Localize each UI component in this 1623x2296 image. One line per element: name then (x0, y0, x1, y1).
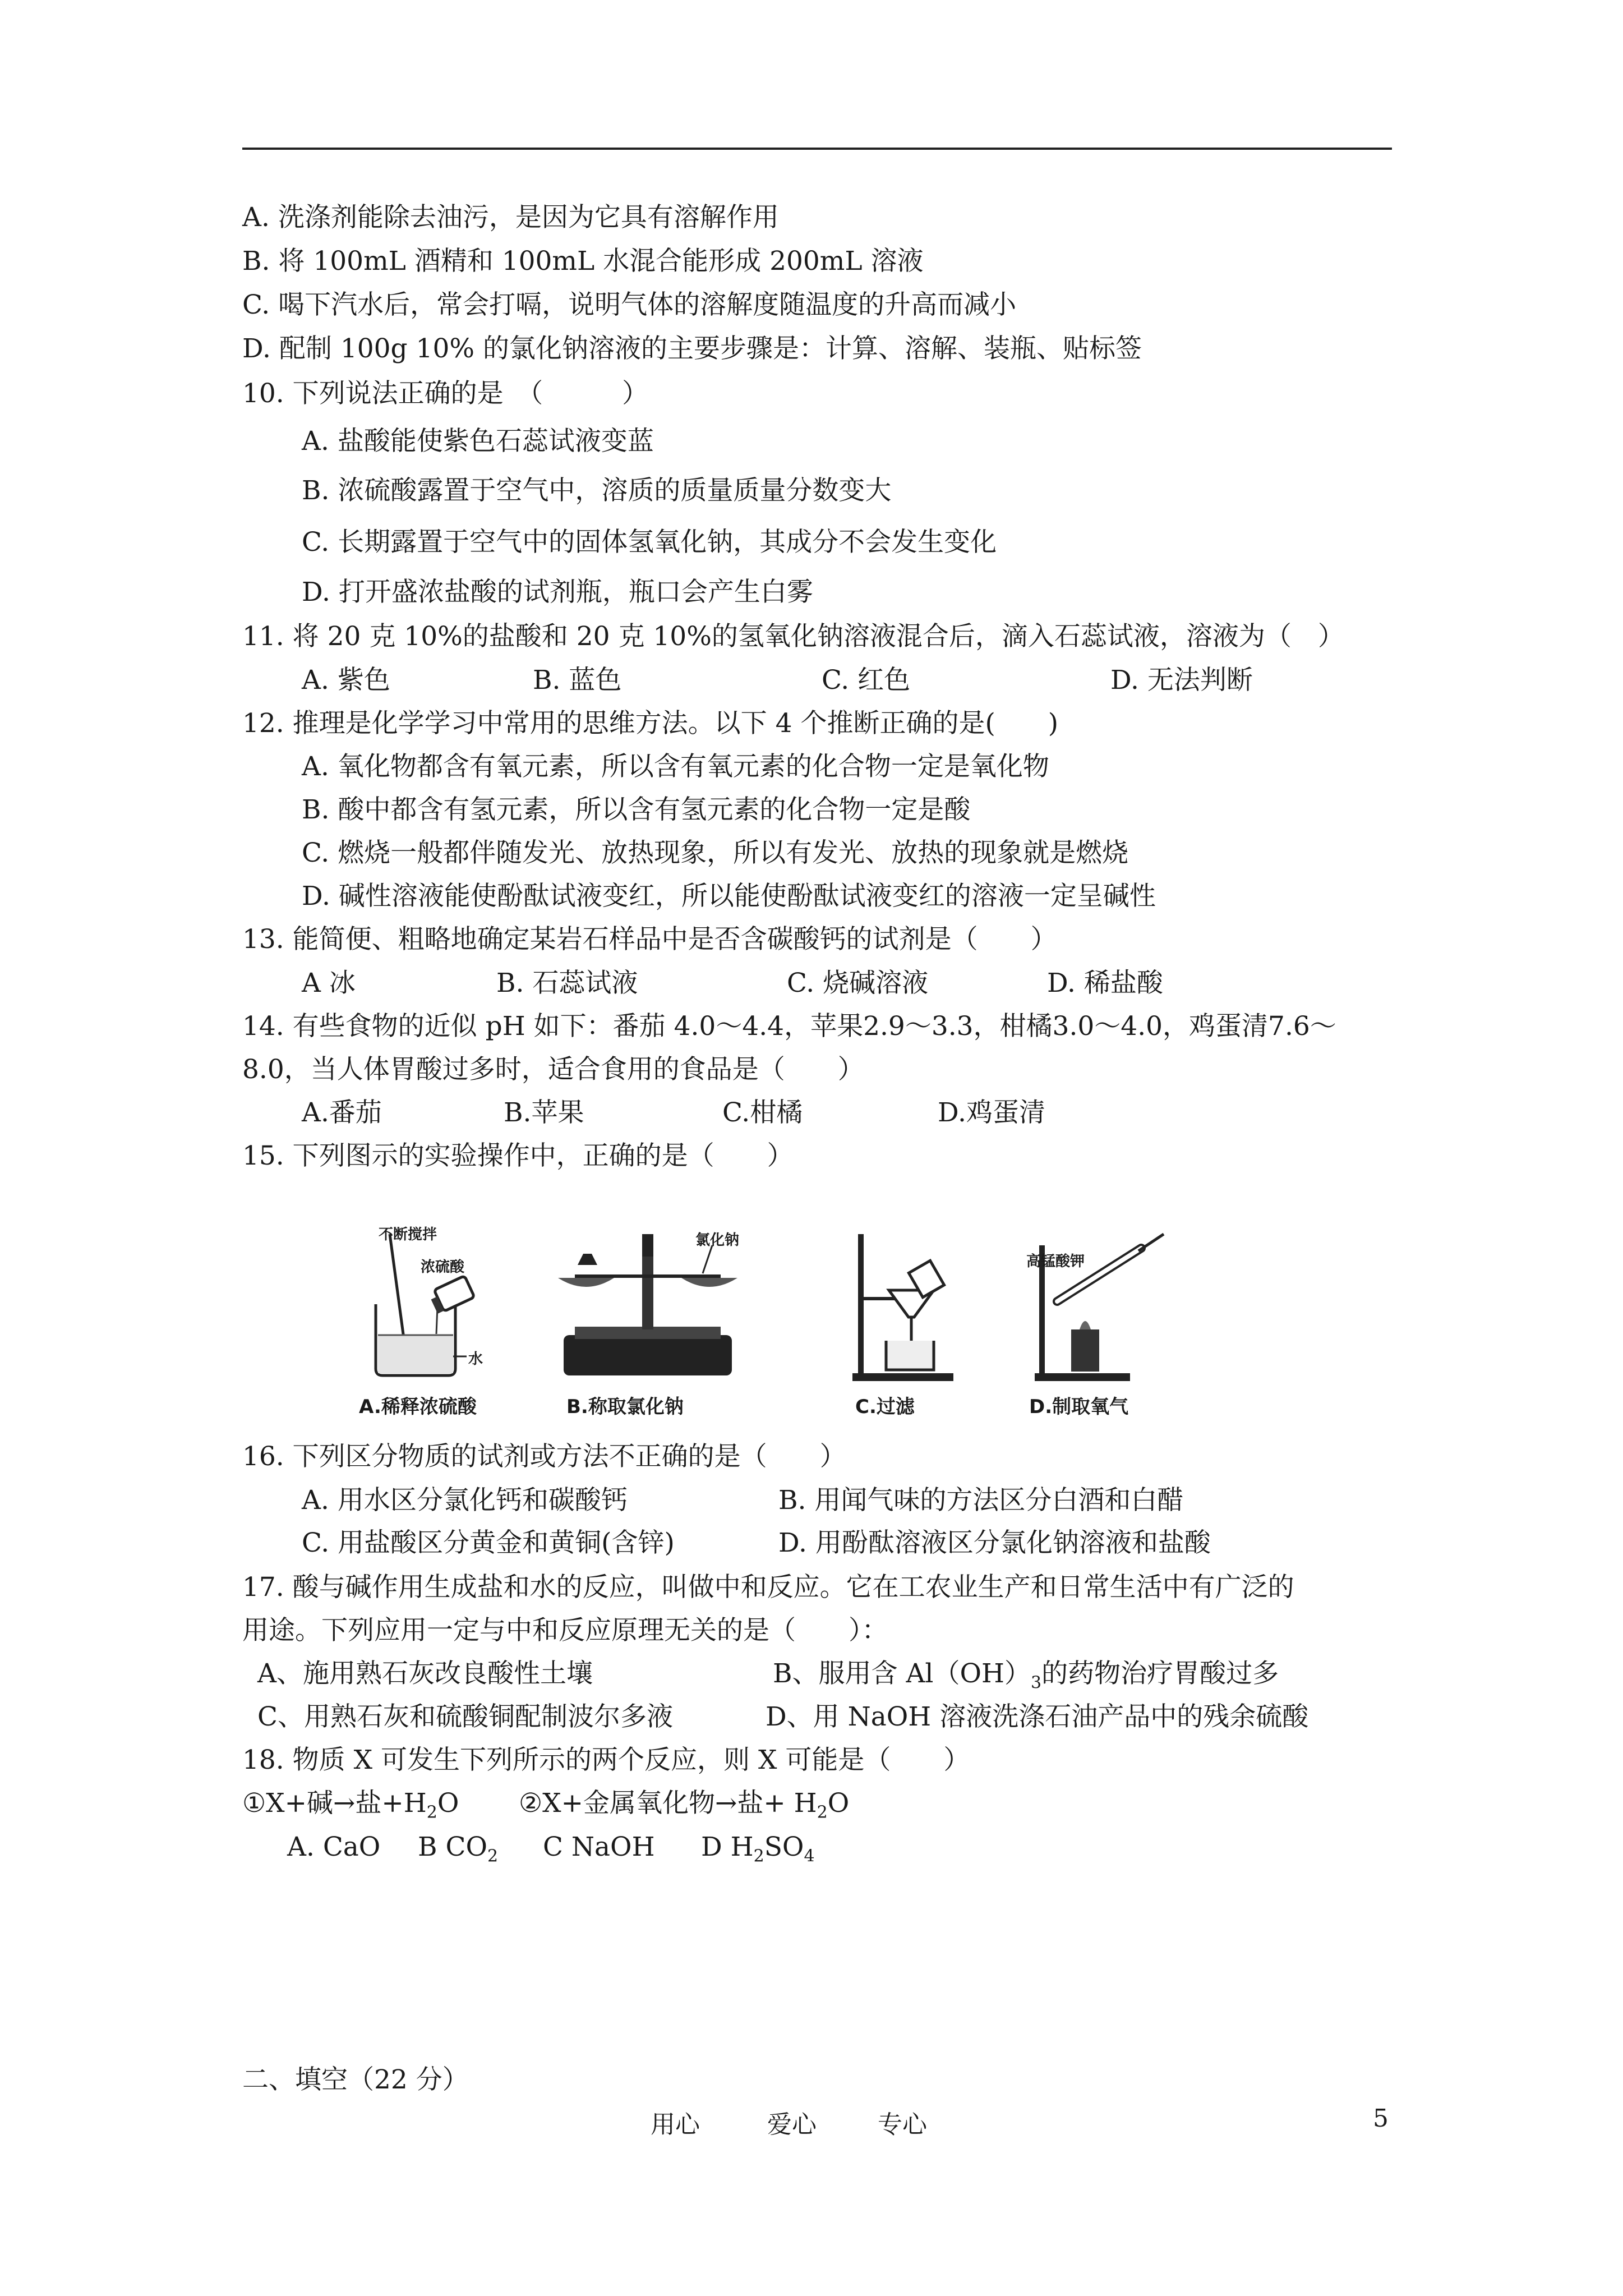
figure-a-label-water: 水 (468, 1351, 483, 1368)
figure-b-label-nacl: 氯化钠 (695, 1232, 740, 1249)
q17-stem-line1: 17. 酸与碱作用生成盐和水的反应，叫做中和反应。它在工农业生产和日常生活中有广泛的 (242, 1572, 1294, 1603)
q13-option-d: D. 稀盐酸 (1047, 968, 1163, 999)
page-number: 5 (1373, 2104, 1389, 2133)
q13-option-c: C. 烧碱溶液 (787, 968, 929, 999)
q17-option-d: D、用 NaOH 溶液洗涤石油产品中的残余硫酸 (766, 1701, 1309, 1732)
q16-option-d: D. 用酚酞溶液区分氯化钠溶液和盐酸 (778, 1527, 1211, 1558)
q17-option-c: C、用熟石灰和硫酸铜配制波尔多液 (257, 1701, 673, 1732)
q18-r1-end: O (437, 1788, 459, 1819)
q13-option-b: B. 石蕊试液 (496, 968, 638, 999)
q10-stem: 10. 下列说法正确的是 （ ） (242, 378, 649, 409)
q18-option-b (418, 1830, 498, 1873)
q18-reaction-1 (242, 1787, 459, 1829)
q18-r2-sub: 2 (817, 1802, 828, 1823)
q12-option-d: D. 碱性溶液能使酚酞试液变红，所以能使酚酞试液变红的溶液一定呈碱性 (302, 881, 1156, 912)
header-rule (242, 148, 1392, 150)
q18-option-d-text: D H (701, 1832, 754, 1862)
q17-stem-line2: 用途。下列应用一定与中和反应原理无关的是（ ）： (242, 1615, 888, 1646)
q9-option-a: A. 洗涤剂能除去油污，是因为它具有溶解作用 (242, 202, 779, 233)
q14-option-c: C.柑橘 (722, 1097, 803, 1128)
q12-option-a: A. 氧化物都含有氧元素，所以含有氧元素的化合物一定是氧化物 (302, 751, 1049, 782)
figure-d-caption: D.制取氧气 (1029, 1396, 1129, 1418)
footer-word-1: 用心 (651, 2110, 700, 2139)
footer-word-2: 爱心 (767, 2110, 817, 2139)
figure-a-dilute-acid (359, 1223, 496, 1422)
q18-r2-end: O (827, 1788, 850, 1819)
q14-stem-line2: 8.0，当人体胃酸过多时，适合食用的食品是（ ） (242, 1054, 864, 1085)
figure-b-caption: B.称取氯化钠 (566, 1396, 684, 1418)
q10-option-a: A. 盐酸能使紫色石蕊试液变蓝 (302, 426, 654, 457)
figure-b-balance (552, 1223, 743, 1422)
q10-option-d: D. 打开盛浓盐酸的试剂瓶，瓶口会产生白雾 (302, 577, 813, 608)
q17-option-b (773, 1657, 1279, 1700)
q18-option-c: C NaOH (543, 1832, 655, 1862)
q18-r1-text: ①X+碱→盐+H (242, 1788, 427, 1819)
section-2-heading: 二、填空（22 分） (242, 2064, 469, 2095)
q18-reaction-2 (519, 1787, 849, 1829)
q9-option-c: C. 喝下汽水后，常会打嗝，说明气体的溶解度随温度的升高而减小 (242, 289, 1017, 320)
q18-option-d-sub2: 4 (804, 1846, 815, 1866)
q13-option-a: A 冰 (302, 968, 356, 999)
q16-option-a: A. 用水区分氯化钙和碳酸钙 (302, 1485, 628, 1516)
q18-stem: 18. 物质 X 可发生下列所示的两个反应，则 X 可能是（ ） (242, 1745, 970, 1775)
q17-option-a: A、施用熟石灰改良酸性土壤 (257, 1658, 593, 1689)
q17-option-b-pre: B、服用含 Al（OH） (773, 1658, 1031, 1689)
figure-a-label-stir: 不断搅拌 (379, 1226, 437, 1243)
figure-c-filtration (841, 1223, 965, 1422)
q18-option-d (701, 1830, 815, 1873)
figure-d-label-kmno4: 高锰酸钾 (1026, 1253, 1085, 1270)
q11-option-c: C. 红色 (822, 665, 911, 696)
q16-option-b: B. 用闻气味的方法区分白酒和白醋 (778, 1485, 1184, 1516)
figure-a-caption: A.稀释浓硫酸 (359, 1396, 477, 1418)
q11-option-d: D. 无法判断 (1110, 665, 1253, 696)
q16-stem: 16. 下列区分物质的试剂或方法不正确的是（ ） (242, 1441, 846, 1472)
figure-c-drawing (841, 1223, 965, 1386)
q18-r1-sub: 2 (426, 1802, 437, 1823)
q18-option-a: A. CaO (287, 1832, 381, 1862)
q18-option-b-sub: 2 (487, 1846, 499, 1866)
q14-option-b: B.苹果 (504, 1097, 584, 1128)
footer-word-3: 专心 (878, 2110, 927, 2139)
q18-option-d-mid: SO (764, 1832, 804, 1862)
q10-option-b: B. 浓硫酸露置于空气中，溶质的质量质量分数变大 (302, 475, 892, 506)
q17-option-b-post: 的药物治疗胃酸过多 (1041, 1658, 1279, 1689)
q12-option-b: B. 酸中都含有氢元素，所以含有氢元素的化合物一定是酸 (302, 794, 971, 825)
q13-stem: 13. 能简便、粗略地确定某岩石样品中是否含碳酸钙的试剂是（ ） (242, 924, 1057, 955)
q10-option-c: C. 长期露置于空气中的固体氢氧化钠，其成分不会发生变化 (302, 527, 997, 558)
q9-option-d: D. 配制 100g 10% 的氯化钠溶液的主要步骤是：计算、溶解、装瓶、贴标签 (242, 333, 1142, 364)
q14-option-a: A.番茄 (302, 1097, 382, 1128)
q15-stem: 15. 下列图示的实验操作中，正确的是（ ） (242, 1140, 794, 1171)
q14-option-d: D.鸡蛋清 (938, 1097, 1045, 1128)
figure-a-label-acid: 浓硫酸 (421, 1259, 465, 1276)
q11-stem: 11. 将 20 克 10%的盐酸和 20 克 10%的氢氧化钠溶液混合后，滴入石蕊试液，溶液为（ ） (242, 621, 1344, 652)
q18-option-d-sub1: 2 (753, 1846, 764, 1866)
figure-c-caption: C.过滤 (855, 1396, 915, 1418)
q12-stem: 12. 推理是化学学习中常用的思维方法。以下 4 个推断正确的是( ) (242, 708, 1059, 739)
figure-d-oxygen (1023, 1223, 1175, 1422)
q9-option-b: B. 将 100mL 酒精和 100mL 水混合能形成 200mL 溶液 (242, 246, 924, 277)
figure-d-drawing (1023, 1223, 1175, 1386)
q17-option-b-sub: 3 (1030, 1673, 1042, 1693)
q16-option-c: C. 用盐酸区分黄金和黄铜(含锌) (302, 1527, 675, 1558)
q11-option-a: A. 紫色 (302, 665, 390, 696)
q14-stem-line1: 14. 有些食物的近似 pH 如下：番茄 4.0～4.4，苹果2.9～3.3，柑橘3.0～4.0，鸡蛋清7.6～ (242, 1011, 1336, 1042)
q18-r2-text: ②X+金属氧化物→盐+ H (519, 1788, 817, 1819)
q12-option-c: C. 燃烧一般都伴随发光、放热现象，所以有发光、放热的现象就是燃烧 (302, 838, 1129, 868)
q18-option-b-text: B CO (418, 1832, 487, 1862)
q11-option-b: B. 蓝色 (533, 665, 622, 696)
